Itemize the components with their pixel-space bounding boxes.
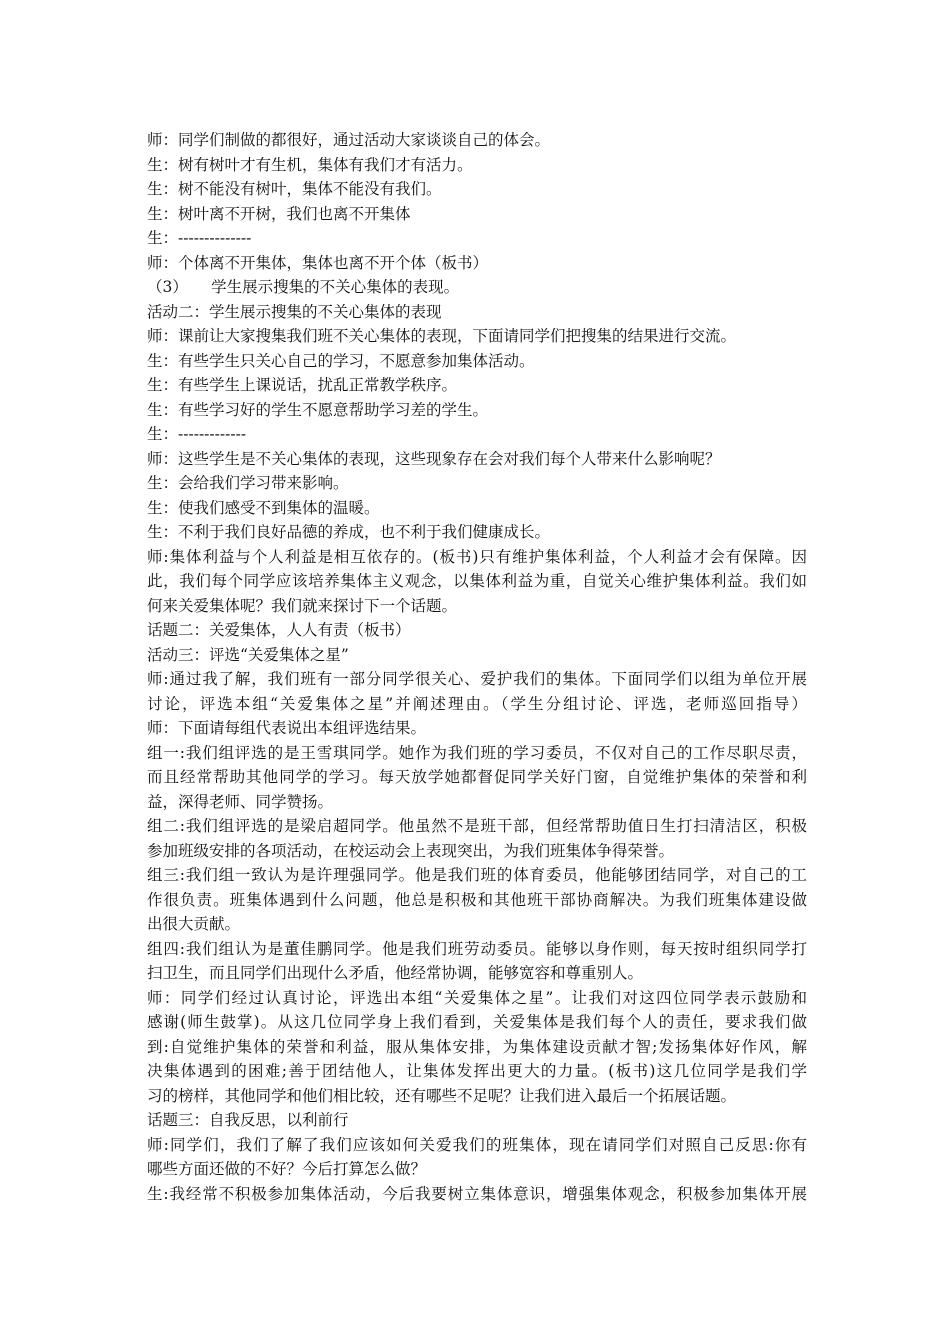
text-line: 此，我们每个同学应该培养集体主义观念，以集体利益为重，自觉关心维护集体利益。我们如 [147,572,807,590]
text-line: 生：树有树叶才有生机，集体有我们才有活力。 [147,155,473,174]
text-line: 组一:我们组评选的是王雪琪同学。她作为我们班的学习委员，不仅对自己的工作尽职尽责， [147,743,807,762]
text-line: 何来关爱集体呢？我们就来探讨下一个话题。 [147,596,458,615]
text-line: 生：树不能没有树叶，集体不能没有我们。 [147,180,442,198]
text-line: 生：使我们感受不到集体的温暖。 [147,498,380,517]
text-line: 而且经常帮助其他同学的学习。每天放学她都督促同学关好门窗，自觉维护集体的荣誉和利 [147,768,807,786]
text-line: 作很负责。班集体遇到什么问题，他总是积极和其他班干部协商解决。为我们班集体建设做 [147,890,807,909]
text-line: 组四:我们组认为是董佳鹏同学。他是我们班劳动委员。能够以身作则，每天按时组织同学打 [147,939,807,958]
text-line: 师：课前让大家搜集我们班不关心集体的表现，下面请同学们把搜集的结果进行交流。 [147,327,737,345]
text-line: 生：会给我们学习带来影响。 [147,474,349,492]
text-line: 活动三：评选“关爱集体之星” [147,645,349,664]
text-line: 话题三：自我反思，以利前行 [147,1111,349,1129]
text-line: 生：树叶离不开树，我们也离不开集体 [147,204,411,223]
text-line: 决集体遇到的困难;善于团结他人，让集体发挥出更大的力量。(板书)这几位同学是我们学 [147,1062,807,1080]
text-line: 到:自觉维护集体的荣誉和利益，服从集体安排，为集体建设贡献才智;发扬集体好作风，解 [147,1037,807,1056]
text-line: 师：个体离不开集体，集体也离不开个体（板书） [147,253,489,272]
text-line: 活动二：学生展示搜集的不关心集体的表现 [147,302,442,321]
text-line: 师:集体利益与个人利益是相互依存的。(板书)只有维护集体利益，个人利益才会有保障。因 [147,547,807,566]
text-line: 出很大贡献。 [147,915,241,933]
text-line: 益，深得老师、同学赞扬。 [147,792,334,811]
text-line: 生：-------------- [147,229,252,247]
text-line: 师：同学们制做的都很好，通过活动大家谈谈自己的体会。 [147,131,551,149]
text-line: 讨论，评选本组“关爱集体之星”并阐述理由。（学生分组讨论、评选，老师巡回指导） [147,694,807,713]
text-line: 师：下面请每组代表说出本组评选结果。 [147,719,427,737]
text-line: 生：有些学习好的学生不愿意帮助学习差的学生。 [147,400,489,419]
text-line: 感谢(师生鼓掌)。从这几位同学身上我们看到，关爱集体是我们每个人的责任，要求我们做 [147,1013,807,1031]
text-line: 师:同学们，我们了解了我们应该如何关爱我们的班集体，现在请同学们对照自己反思:你有 [147,1135,807,1154]
text-line: 组三:我们组一致认为是许理强同学。他是我们班的体育委员，他能够团结同学，对自己的工 [147,866,807,884]
text-line: 生：------------- [147,425,247,443]
text-line: 生:我经常不积极参加集体活动，今后我要树立集体意识，增强集体观念，积极参加集体开展 [147,1184,807,1203]
text-line: （3） 学生展示搜集的不关心集体的表现。 [147,278,460,296]
text-line: 参加班级安排的各项活动，在校运动会上表现突出，为我们班集体争得荣誉。 [147,841,675,860]
text-line: 生：有些学生上课说话，扰乱正常教学秩序。 [147,376,458,394]
text-line: 师：同学们经过认真讨论，评选出本组“关爱集体之星”。让我们对这四位同学表示鼓励和 [147,988,807,1007]
text-line: 组二:我们组评选的是梁启超同学。他虽然不是班干部，但经常帮助值日生打扫清洁区，积极 [147,817,807,835]
text-line: 哪些方面还做的不好？今后打算怎么做？ [147,1160,427,1178]
text-line: 话题二：关爱集体，人人有责（板书） [147,621,411,639]
document-body [147,128,807,1206]
text-line: 生：有些学生只关心自己的学习，不愿意参加集体活动。 [147,351,535,370]
text-line: 扫卫生，而且同学们出现什么矛盾，他经常协调，能够宽容和尊重别人。 [147,964,644,982]
text-line: 师：这些学生是不关心集体的表现，这些现象存在会对我们每个人带来什么影响呢？ [147,449,721,468]
text-line: 习的榜样，其他同学和他们相比较，还有哪些不足呢？让我们进入最后一个拓展话题。 [147,1086,737,1105]
text-line: 生：不利于我们良好品德的养成，也不利于我们健康成长。 [147,523,551,541]
text-line: 师:通过我了解，我们班有一部分同学很关心、爱护我们的集体。下面同学们以组为单位开展 [147,670,807,688]
